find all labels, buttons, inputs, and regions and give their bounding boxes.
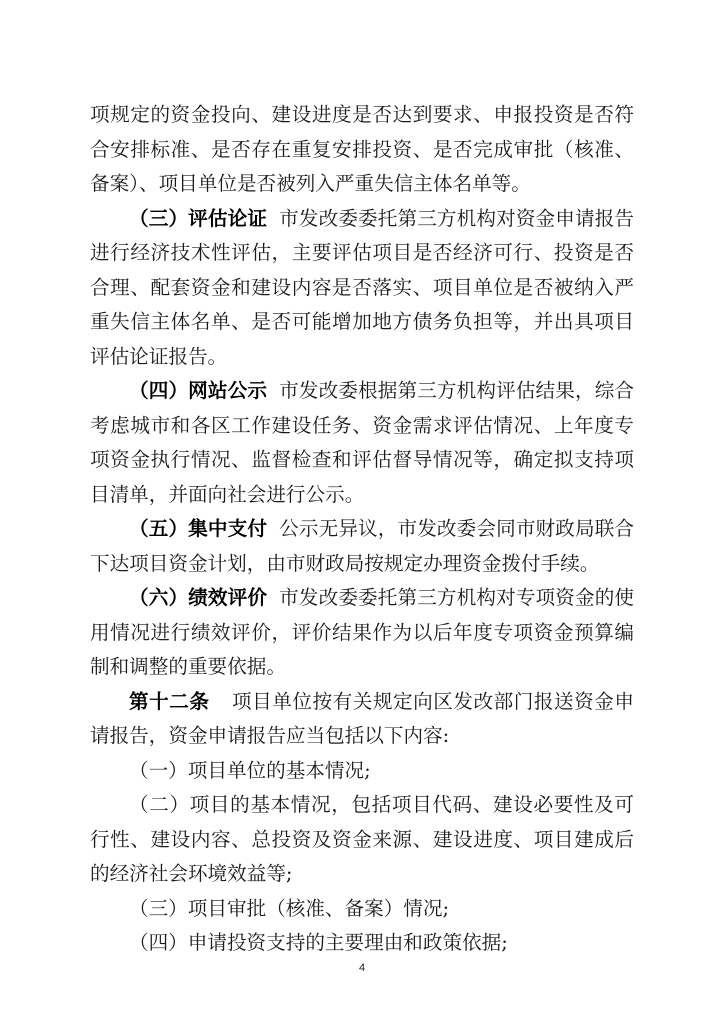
paragraph-text: 市发改委委托第三方机构对专项资金的使用情况进行绩效评价，评价结果作为以后年度专项资金预算编制和调整的重要依据。 bbox=[90, 586, 635, 678]
paragraph-text: 市发改委委托第三方机构对资金申请报告进行经济技术性评估，主要评估项目是否经济可行、投资是否合理、配套资金和建设内容是否落实、项目单位是否被纳入严重失信主体名单、是否可能增加地方债务负担等，并出具项目评估论证报告。 bbox=[90, 206, 635, 368]
article-heading: 第十二条 bbox=[129, 689, 210, 713]
paragraph-continued bbox=[90, 98, 634, 202]
paragraph-evaluation bbox=[90, 202, 634, 375]
list-item-text: （四）申请投资支持的主要理由和政策依据; bbox=[129, 931, 508, 954]
list-item bbox=[90, 926, 634, 961]
paragraph-website-publicity bbox=[90, 374, 634, 512]
section-heading: （六）绩效评价 bbox=[129, 586, 268, 609]
list-item bbox=[90, 754, 634, 789]
section-heading: （四）网站公示 bbox=[129, 379, 268, 402]
page-number: 4 bbox=[358, 962, 366, 974]
article-twelve bbox=[90, 685, 634, 754]
paragraph-performance-evaluation bbox=[90, 581, 634, 685]
paragraph-centralized-payment bbox=[90, 512, 634, 581]
list-item bbox=[90, 788, 634, 892]
list-item bbox=[90, 892, 634, 927]
paragraph-text: 市发改委根据第三方机构评估结果，综合考虑城市和各区工作建设任务、资金需求评估情况、上年度专项资金执行情况、监督检查和评估督导情况等，确定拟支持项目清单，并面向社会进行公示。 bbox=[90, 379, 635, 506]
list-item-text: （一）项目单位的基本情况; bbox=[129, 758, 371, 782]
list-item-text: （三）项目审批（核准、备案）情况; bbox=[129, 896, 450, 920]
paragraph-text: 项目单位按有关规定向区发改部门报送资金申请报告，资金申请报告应当包括以下内容: bbox=[90, 689, 634, 747]
section-heading: （三）评估论证 bbox=[129, 206, 268, 230]
section-heading: （五）集中支付 bbox=[129, 517, 268, 540]
paragraph-text: 项规定的资金投向、建设进度是否达到要求、申报投资是否符合安排标准、是否存在重复安排投资、是否完成审批（核准、备案）、项目单位是否被列入严重失信主体名单等。 bbox=[90, 103, 634, 195]
document-body bbox=[90, 98, 634, 961]
list-item-text: （二）项目的基本情况，包括项目代码、建设必要性及可行性、建设内容、总投资及资金来源、建设进度、项目建成后的经济社会环境效益等; bbox=[90, 793, 634, 885]
paragraph-text: 公示无异议，市发改委会同市财政局联合下达项目资金计划，由市财政局按规定办理资金拨付手续。 bbox=[90, 517, 635, 575]
